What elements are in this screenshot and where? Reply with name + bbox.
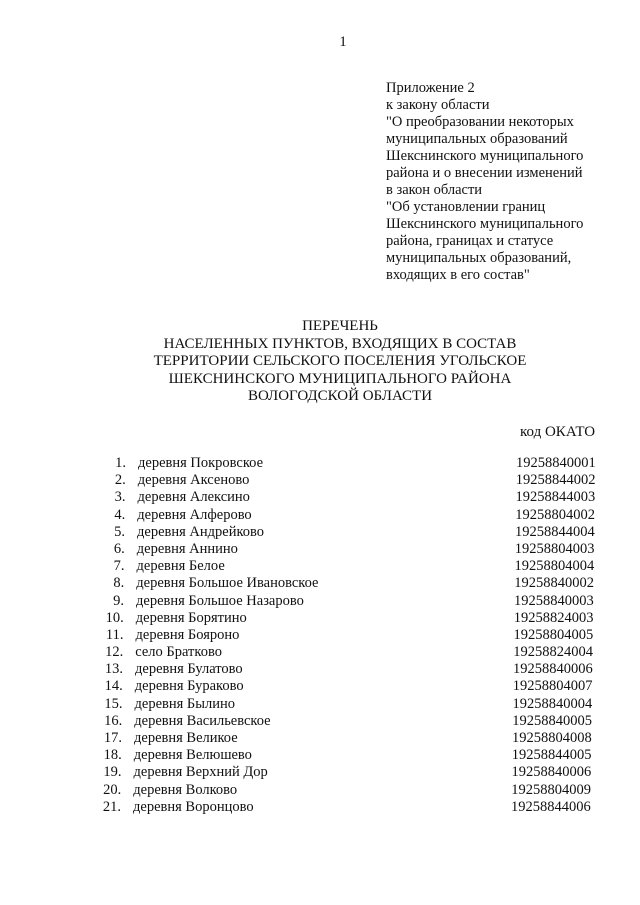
settlement-name: деревня Волково [133, 781, 238, 798]
settlement-number: 6. [113, 540, 125, 557]
title-line: ПЕРЕЧЕНЬ [302, 318, 378, 334]
okato-code: 19258840006 [511, 764, 592, 781]
settlement-number: 11. [105, 626, 124, 643]
settlement-row [0, 696, 640, 713]
settlement-row [0, 610, 640, 627]
okato-code: 19258844006 [511, 798, 591, 815]
settlement-name: деревня Покровское [138, 455, 264, 471]
settlement-name: деревня Алферово [137, 506, 252, 523]
okato-code: 19258804002 [515, 506, 595, 523]
settlement-name: деревня Аксеново [137, 472, 250, 489]
appendix-line: Шекснинского муниципального [386, 216, 584, 232]
appendix-line: "Об установлении границ [386, 199, 546, 215]
settlement-name: деревня Большое Назарово [136, 592, 304, 609]
settlement-row [0, 644, 640, 661]
appendix-line: Шекснинского муниципального [386, 148, 584, 164]
settlement-row [0, 747, 640, 764]
settlement-name: деревня Булатово [135, 661, 243, 678]
page-number: 1 [339, 34, 347, 50]
settlement-number: 17. [103, 730, 122, 746]
appendix-line: муниципальных образований, [386, 250, 572, 266]
appendix-note [386, 80, 626, 284]
settlement-name: деревня Алексино [137, 489, 250, 506]
settlement-name: деревня Великое [134, 730, 238, 746]
appendix-line: "О преобразовании некоторых [386, 114, 574, 130]
appendix-line: к закону области [386, 97, 490, 113]
settlement-number: 16. [104, 712, 123, 729]
okato-code: 19258804009 [511, 781, 591, 798]
settlement-number: 4. [114, 506, 126, 523]
settlement-row [0, 764, 640, 781]
settlement-row [0, 489, 640, 506]
settlement-number: 5. [114, 523, 125, 540]
settlement-name: деревня Велюшево [133, 747, 252, 764]
settlement-number: 2. [114, 472, 126, 489]
okato-code: 19258844005 [511, 747, 592, 764]
settlement-name: деревня Верхний Дор [133, 764, 268, 781]
settlement-number: 7. [113, 558, 125, 575]
settlement-row [0, 678, 640, 695]
okato-code: 19258840001 [516, 455, 596, 471]
settlement-number: 3. [114, 489, 126, 506]
settlement-number: 19. [103, 764, 122, 781]
title-line: ВОЛОГОДСКОЙ ОБЛАСТИ [247, 388, 433, 404]
okato-code: 19258840003 [514, 592, 594, 609]
okato-code: 19258804007 [512, 678, 593, 695]
settlement-name: село Братково [135, 644, 222, 661]
settlement-name: деревня Андрейково [137, 523, 265, 540]
title-line: НАСЕЛЕННЫХ ПУНКТОВ, ВХОДЯЩИХ В СОСТАВ [163, 335, 517, 352]
settlement-row [0, 661, 640, 678]
document-title [0, 318, 640, 406]
okato-code: 19258844003 [515, 489, 596, 506]
settlement-name: деревня Былино [134, 695, 235, 712]
settlement-name: деревня Бураково [134, 678, 244, 695]
appendix-line: района, границах и статусе [386, 233, 554, 249]
settlement-row [0, 799, 640, 816]
appendix-line: Приложение 2 [386, 80, 475, 96]
appendix-line: муниципальных образований [386, 131, 568, 147]
okato-column-header: код ОКАТО [520, 424, 596, 440]
settlement-number: 12. [105, 644, 124, 661]
okato-code: 19258804005 [513, 626, 594, 643]
settlement-row [0, 541, 640, 558]
settlement-number: 1. [115, 455, 126, 471]
settlement-name: деревня Большое Ивановское [136, 575, 319, 592]
title-line: ШЕКСНИНСКОГО МУНИЦИПАЛЬНОГО РАЙОНА [168, 370, 512, 387]
settlement-number: 20. [103, 781, 122, 798]
settlement-row [0, 713, 640, 730]
settlement-name: деревня Аннино [136, 540, 238, 557]
okato-code: 19258804008 [512, 730, 592, 746]
settlement-row [0, 455, 640, 472]
okato-code: 19258840006 [513, 661, 593, 678]
okato-code: 19258824004 [513, 644, 593, 661]
settlement-name: деревня Воронцово [133, 798, 254, 815]
settlement-number: 10. [105, 609, 124, 626]
settlement-name: деревня Борятино [135, 609, 247, 626]
settlement-row [0, 558, 640, 575]
appendix-line: входящих в его состав" [386, 267, 530, 283]
settlement-number: 14. [104, 678, 123, 695]
settlement-row [0, 472, 640, 489]
settlement-row [0, 627, 640, 644]
settlement-row [0, 507, 640, 524]
settlement-name: деревня Бояроно [135, 626, 240, 643]
okato-code: 19258804003 [514, 540, 595, 557]
settlement-number: 18. [103, 747, 122, 764]
okato-code: 19258840002 [514, 575, 594, 592]
settlement-name: деревня Васильевское [134, 712, 271, 729]
settlement-number: 21. [102, 798, 121, 815]
settlement-number: 15. [104, 695, 123, 712]
okato-code: 19258804004 [514, 558, 595, 575]
settlement-number: 13. [104, 661, 123, 678]
appendix-line: района и о внесении изменений [386, 165, 583, 181]
okato-code: 19258844004 [515, 523, 595, 540]
settlement-row [0, 730, 640, 747]
settlement-list [0, 455, 640, 816]
okato-code: 19258840005 [512, 712, 592, 729]
settlement-number: 9. [113, 592, 124, 609]
title-line: ТЕРРИТОРИИ СЕЛЬСКОГО ПОСЕЛЕНИЯ УГОЛЬСКОЕ [153, 353, 527, 369]
settlement-name: деревня Белое [136, 558, 225, 575]
okato-code: 19258840004 [512, 695, 593, 712]
settlement-number: 8. [113, 575, 125, 592]
appendix-line: в закон области [386, 182, 483, 198]
okato-code: 19258844002 [515, 472, 596, 489]
settlement-row [0, 575, 640, 592]
settlement-row [0, 524, 640, 541]
settlement-row [0, 593, 640, 610]
okato-code: 19258824003 [513, 609, 594, 626]
settlement-row [0, 782, 640, 799]
